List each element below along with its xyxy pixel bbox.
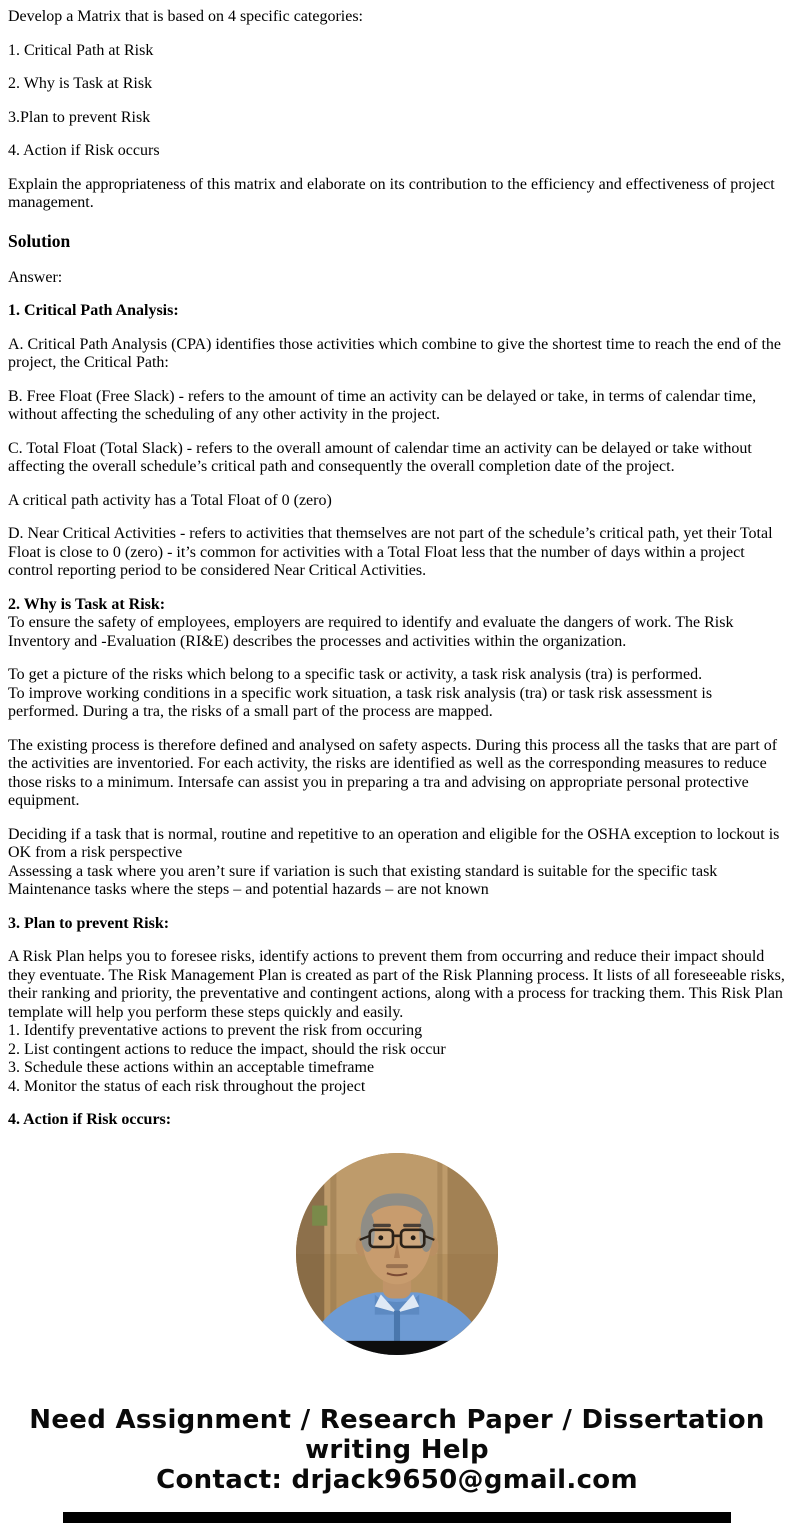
footer-headline-line-1: Need Assignment / Research Paper / Dissertation bbox=[29, 1405, 765, 1435]
bottom-video-bar bbox=[63, 1512, 731, 1523]
section3-heading: 3. Plan to prevent Risk: bbox=[8, 914, 170, 932]
question-item-4: 4. Action if Risk occurs bbox=[8, 142, 160, 159]
section2-block bbox=[8, 596, 786, 652]
section2-paragraph-2 bbox=[8, 666, 786, 722]
section1-paragraph-zero: A critical path activity has a Total Float of 0 (zero) bbox=[8, 491, 332, 509]
question-item-1: 1. Critical Path at Risk bbox=[8, 41, 154, 59]
section2-paragraph-4 bbox=[8, 826, 786, 900]
section3-step-3: 3. Schedule these actions within an acceptable timeframe bbox=[8, 1059, 375, 1076]
footer-contact-email: Contact: drjack9650@gmail.com bbox=[156, 1465, 638, 1495]
question-item-2: 2. Why is Task at Risk bbox=[8, 75, 153, 92]
question-explain: Explain the appropriateness of this matrix and elaborate on its contribution to the efficiency and effectiveness of project management. bbox=[8, 175, 775, 211]
section3-step-4: 4. Monitor the status of each risk throughout the project bbox=[8, 1077, 366, 1095]
section2-heading: 2. Why is Task at Risk: bbox=[8, 595, 166, 613]
question-item-3: 3.Plan to prevent Risk bbox=[8, 108, 151, 126]
section2-paragraph-4-line-2: Assessing a task where you aren’t sure if variation is such that existing standard is suitable for the specific task bbox=[8, 862, 718, 880]
tutor-photo-illustration bbox=[296, 1153, 498, 1355]
footer-banner bbox=[0, 1405, 794, 1495]
section2-paragraph-4-line-3: Maintenance tasks where the steps – and potential hazards – are not known bbox=[8, 881, 489, 898]
section4-heading: 4. Action if Risk occurs: bbox=[8, 1111, 172, 1125]
section3-step-1: 1. Identify preventative actions to prevent the risk from occuring bbox=[8, 1022, 423, 1039]
section1-paragraph-d: D. Near Critical Activities - refers to activities that themselves are not part of the schedule’s critical path, yet their Total Float is close to 0 (zero) - it’s common for activities with a Total Float less that the number of days within a project control reporting period to be considered Near Critical Activities. bbox=[8, 525, 773, 579]
solution-heading: Solution bbox=[8, 230, 71, 251]
question-intro: Develop a Matrix that is based on 4 specific categories: bbox=[8, 8, 363, 25]
section1-heading: 1. Critical Path Analysis: bbox=[8, 302, 179, 319]
section2-paragraph-4-line-1: Deciding if a task that is normal, routine and repetitive to an operation and eligible for the OSHA exception to lockout is OK from a risk perspective bbox=[8, 825, 780, 861]
section2-paragraph-3: The existing process is therefore defined and analysed on safety aspects. During this process all the tasks that are part of the activities are inventoried. For each activity, the risks are identified as well as the corresponding measures to reduce those risks to a minimum. Intersafe can assist you in preparing a tra and advising on appropriate personal protective equipment. bbox=[8, 736, 778, 809]
section2-paragraph-2-line-1: To get a picture of the risks which belong to a specific task or activity, a task risk analysis (tra) is performed. bbox=[8, 666, 703, 683]
section3-block bbox=[8, 948, 786, 1096]
footer-headline-line-2: writing Help bbox=[305, 1435, 489, 1465]
section1-paragraph-b: B. Free Float (Free Slack) - refers to the amount of time an activity can be delayed or take, in terms of calendar time, without affecting the scheduling of any other activity in the project. bbox=[8, 387, 757, 423]
section3-step-2: 2. List contingent actions to reduce the impact, should the risk occur bbox=[8, 1040, 446, 1058]
section2-paragraph-2-line-2: To improve working conditions in a specific work situation, a task risk analysis (tra) or task risk assessment is performed. During a tra, the risks of a small part of the process are mapped. bbox=[8, 684, 713, 720]
section1-paragraph-c: C. Total Float (Total Slack) - refers to the overall amount of calendar time an activity can be delayed or take without affecting the overall schedule’s critical path and consequently the overall completion date of the project. bbox=[8, 439, 752, 475]
section1-paragraph-a: A. Critical Path Analysis (CPA) identifies those activities which combine to give the shortest time to reach the end of the project, the Critical Path: bbox=[8, 335, 782, 371]
section2-paragraph-1: To ensure the safety of employees, employers are required to identify and evaluate the dangers of work. The Risk Inventory and -Evaluation (RI&E) describes the processes and activities within the organization. bbox=[8, 614, 734, 650]
answer-label: Answer: bbox=[8, 268, 63, 286]
tutor-photo bbox=[296, 1153, 498, 1355]
section3-paragraph-1: A Risk Plan helps you to foresee risks, identify actions to prevent them from occurring and reduce their impact should they eventuate. The Risk Management Plan is created as part of the Risk Planning process. It lists of all foreseeable risks, their ranking and priority, the preventative and contingent actions, along with a process for tracking them. This Risk Plan template will help you perform these steps quickly and easily. bbox=[8, 948, 785, 1021]
